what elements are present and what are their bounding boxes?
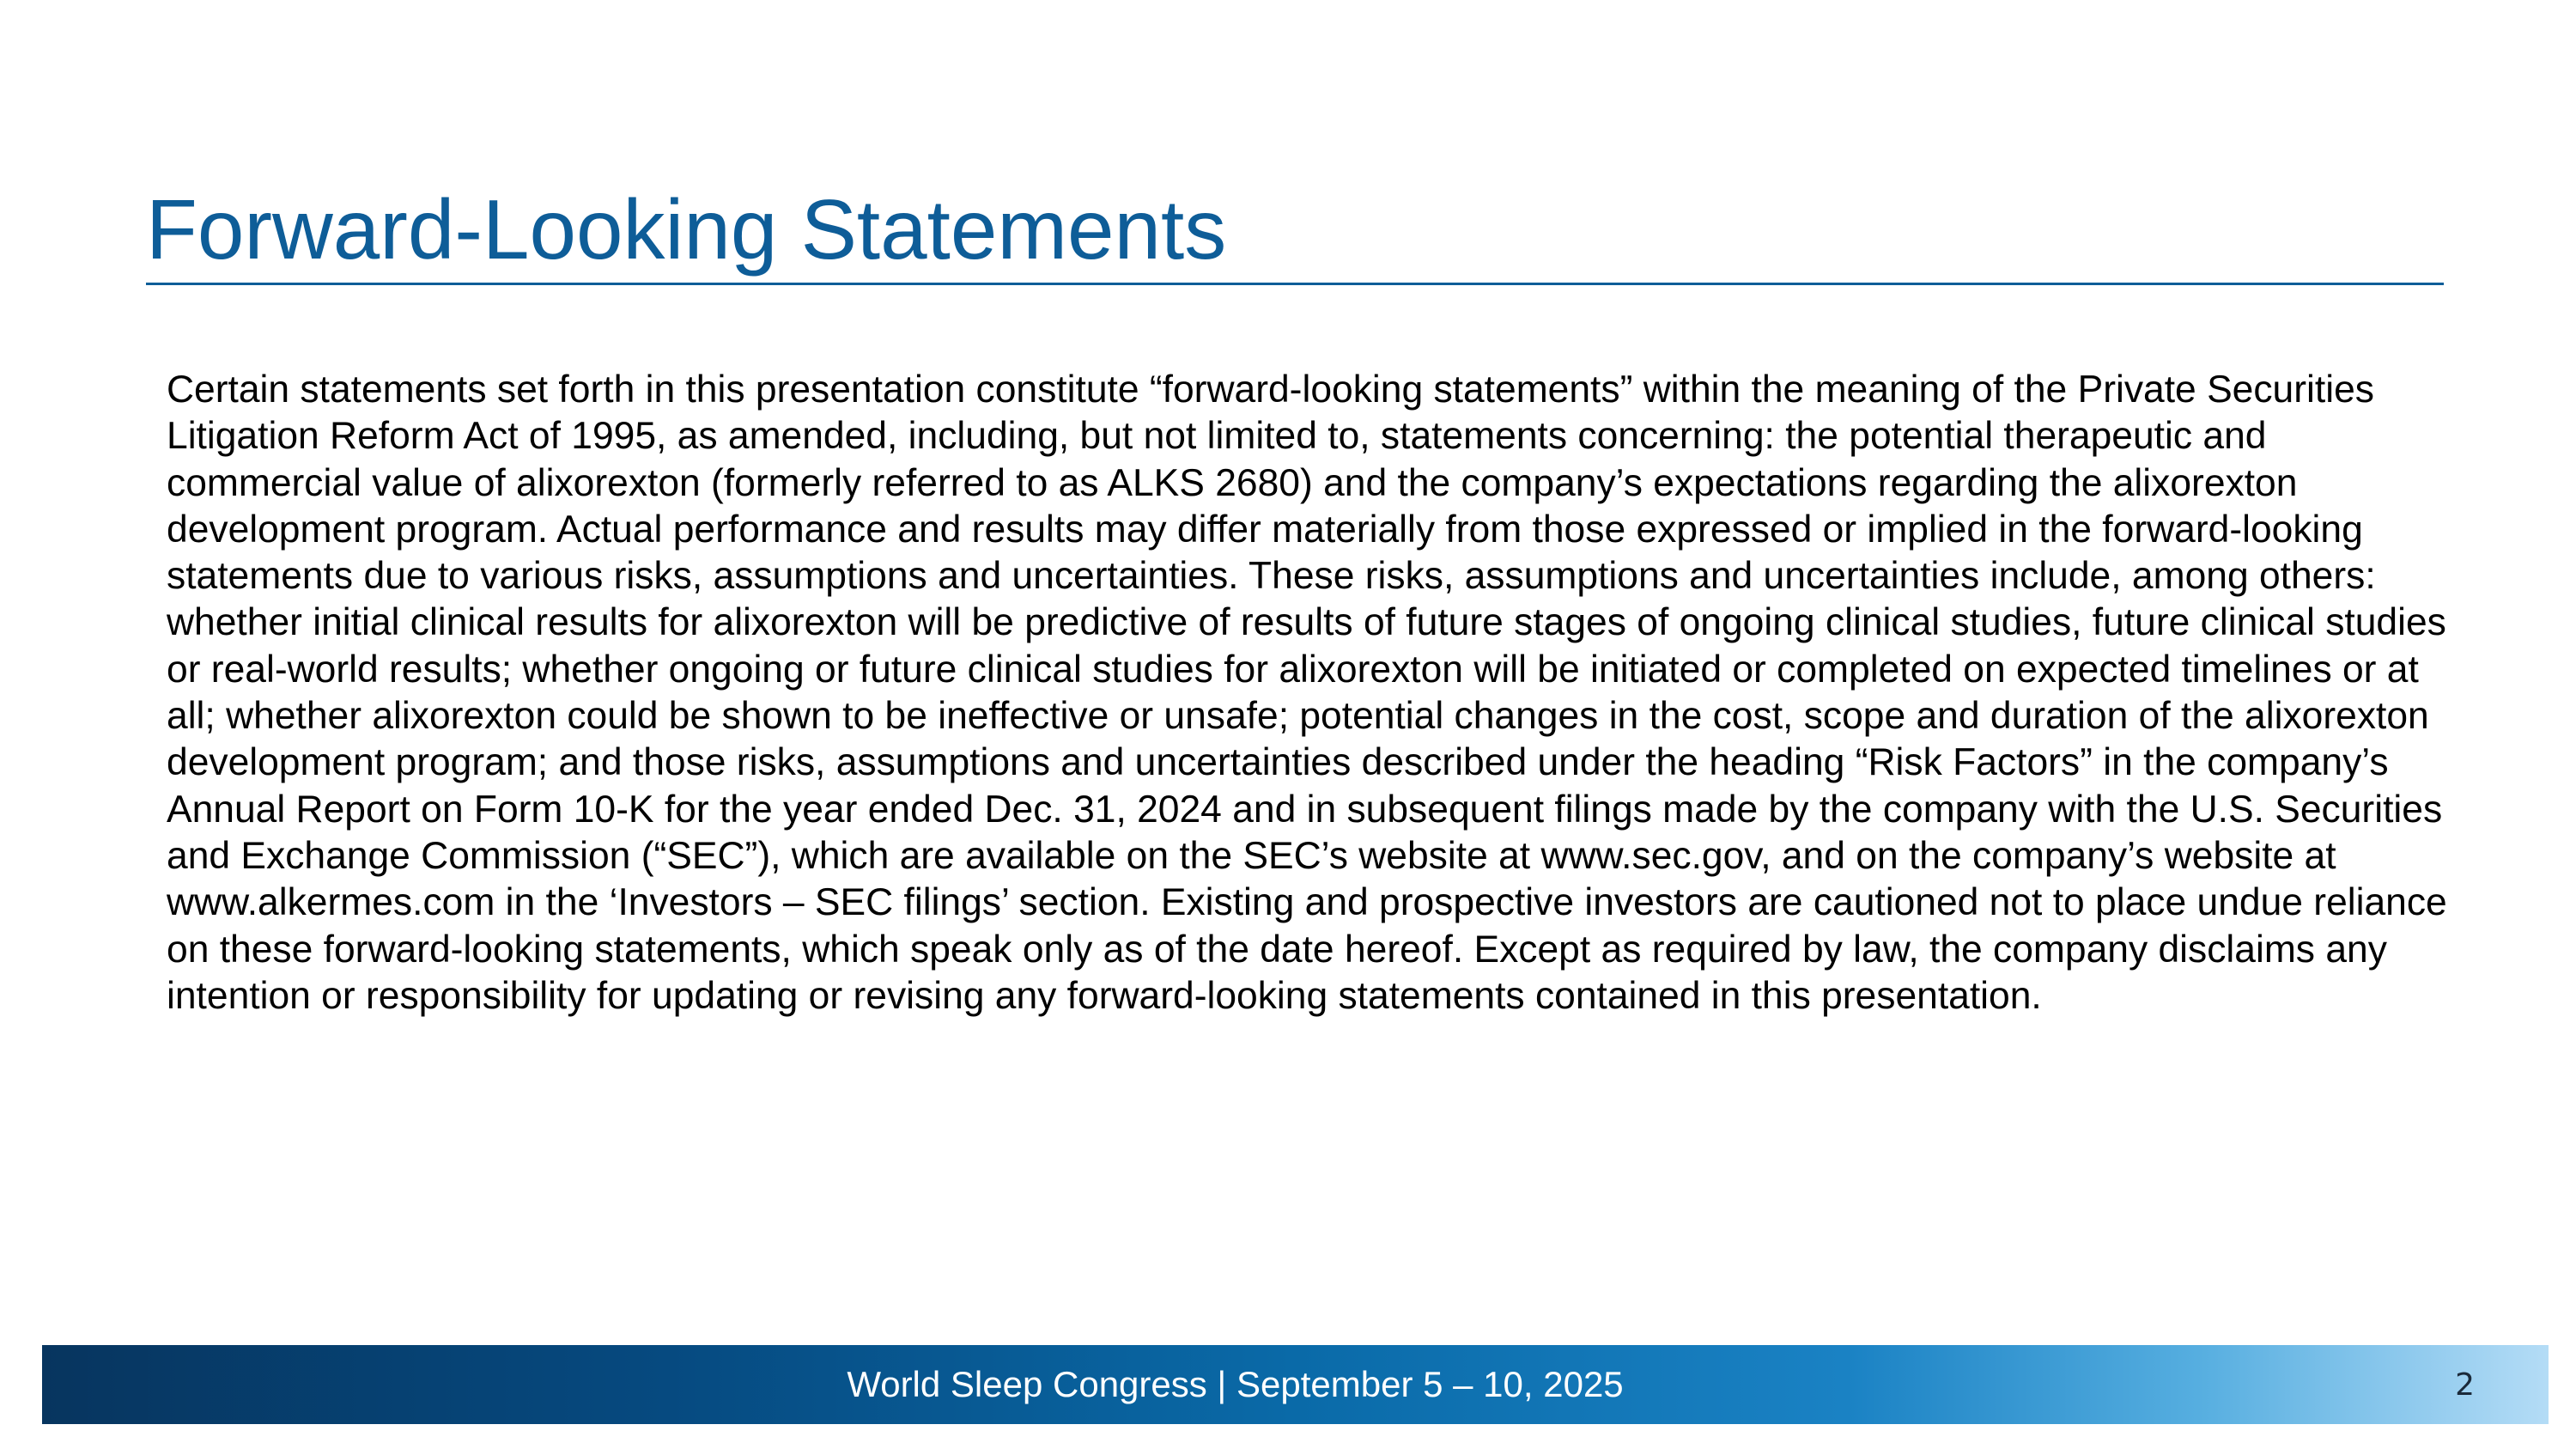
- disclaimer-paragraph: Certain statements set forth in this presentation constitute “forward-looking statements” within the meaning of the Private Securities Litigation Reform Act of 1995, as amended, including, but not limited to, statements concerning: the potential therapeutic and commercial value of alixorexton (formerly referred to as ALKS 2680) and the company’s expectations regarding the alixorexton development program. Actual performance and results may differ materially from those expressed or implied in the forward-looking statements due to various risks, assumptions and uncertainties. These risks, assumptions and uncertainties include, among others: whether initial clinical results for alixorexton will be predictive of results of future stages of ongoing clinical studies, future clinical studies or real-world results; whether ongoing or future clinical studies for alixorexton will be initiated or completed on expected timelines or at all; whether alixorexton could be shown to be ineffective or unsafe; potential changes in the cost, scope and duration of the alixorexton development program; and those risks, assumptions and uncertainties described under the heading “Risk Factors” in the company’s Annual Report on Form 10-K for the year ended Dec. 31, 2024 and in subsequent filings made by the company with the U.S. Securities and Exchange Commission (“SEC”), which are available on the SEC’s website at www.sec.gov, and on the company’s website at www.alkermes.com in the ‘Investors – SEC filings’ section. Existing and prospective investors are cautioned not to place undue reliance on these forward-looking statements, which speak only as of the date hereof. Except as required by law, the company disclaims any intention or responsibility for updating or revising any forward-looking statements contained in this presentation.: [167, 368, 2447, 1017]
- slide-title: Forward-Looking Statements: [146, 182, 1227, 277]
- footer-event-text: World Sleep Congress | September 5 – 10, 2025: [847, 1364, 1624, 1404]
- page-number: 2: [2455, 1367, 2475, 1403]
- title-underline: [146, 283, 2444, 285]
- footer-bar: [42, 1345, 2549, 1424]
